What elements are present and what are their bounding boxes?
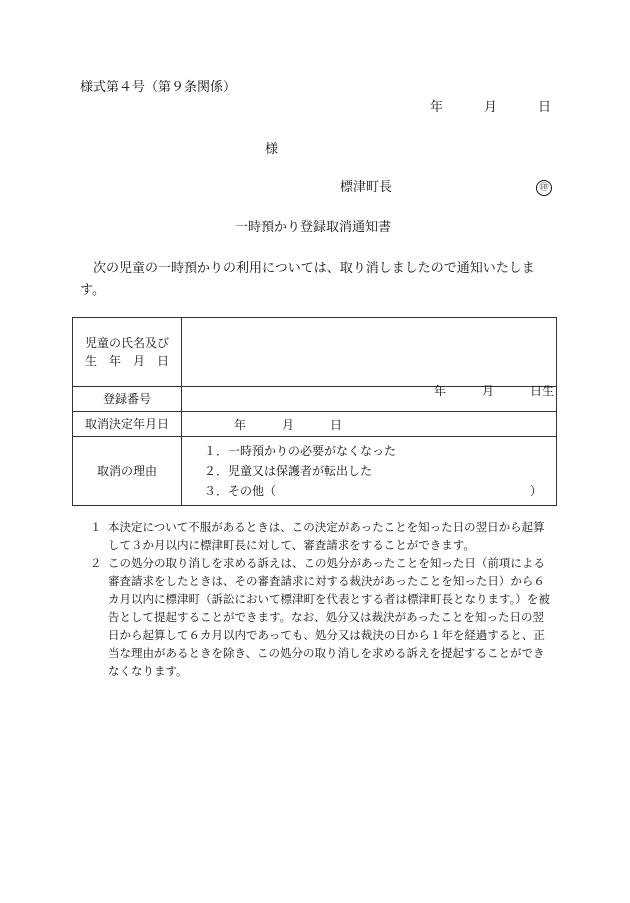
registration-value[interactable] [182,387,557,412]
child-name-label-cell [73,318,182,387]
registration-label: 登録番号 [73,387,182,412]
reason-option-3 [204,481,556,501]
birth-year-label: 年 [434,384,447,398]
note-number: ２ [90,556,102,570]
notes-section [90,518,552,680]
reason-option-3-text: ３．その他（ [204,484,277,498]
birth-day-label: 日生 [530,384,555,398]
decision-year-label: 年 [234,418,247,432]
child-label-line1: 児童の氏名及び [84,336,169,350]
intro-paragraph: 次の児童の一時預かりの利用については、取り消しましたので通知いたします。 [80,261,535,298]
seal-mark: ㊞ [536,180,552,196]
child-label-line2: 生 年 月 日 [84,354,169,368]
note-text: この処分の取り消しを求める訴えは、この処分があったことを知った日（前項による審査請求をしたときは、その審査請求に対する裁決があったことを知った日）から６カ月以内に標津町（訴訟において標津町を代表とする者は標津町長となります。）を被告として提起することができます。なお、処分又は裁決があったことを知った日の翌日から起算して６カ月以内であっても、処分又は裁決の日から１年を経過すると、正当な理由があるときを除き、この処分の取り消しを求める訴えを提起することができなくなります。 [108,556,550,678]
note-item [90,518,552,554]
reason-options-cell[interactable] [182,437,557,506]
notice-table [72,317,557,506]
reason-label: 取消の理由 [73,437,182,506]
child-name-value-cell[interactable] [182,318,557,398]
issue-date [430,100,550,116]
reason-close-paren: ） [529,484,542,498]
decision-day-label: 日 [330,418,343,432]
birth-month-label: 月 [482,384,495,398]
decision-date-label: 取消決定年月日 [73,412,182,437]
document-title: 一時預かり登録取消通知書 [235,220,392,235]
date-year-label: 年 [430,100,444,115]
note-item [90,554,552,680]
reason-option-1: １．一時預かりの必要がなくなった [204,444,397,458]
date-day-label: 日 [538,100,552,115]
reason-option-2: ２．児童又は保護者が転出した [204,464,373,478]
note-number: １ [90,520,102,534]
issuer-name: 標津町長 [340,180,393,195]
decision-month-label: 月 [282,418,295,432]
note-text: 本決定について不服があるときは、この決定があったことを知った日の翌日から起算して３か月以内に標津町長に対して、審査請求をすることができます。 [108,520,545,552]
date-month-label: 月 [484,100,498,115]
addressee-suffix: 様 [265,142,279,157]
form-number: 様式第４号（第９条関係） [80,80,237,95]
decision-date-value-cell[interactable] [182,412,557,437]
